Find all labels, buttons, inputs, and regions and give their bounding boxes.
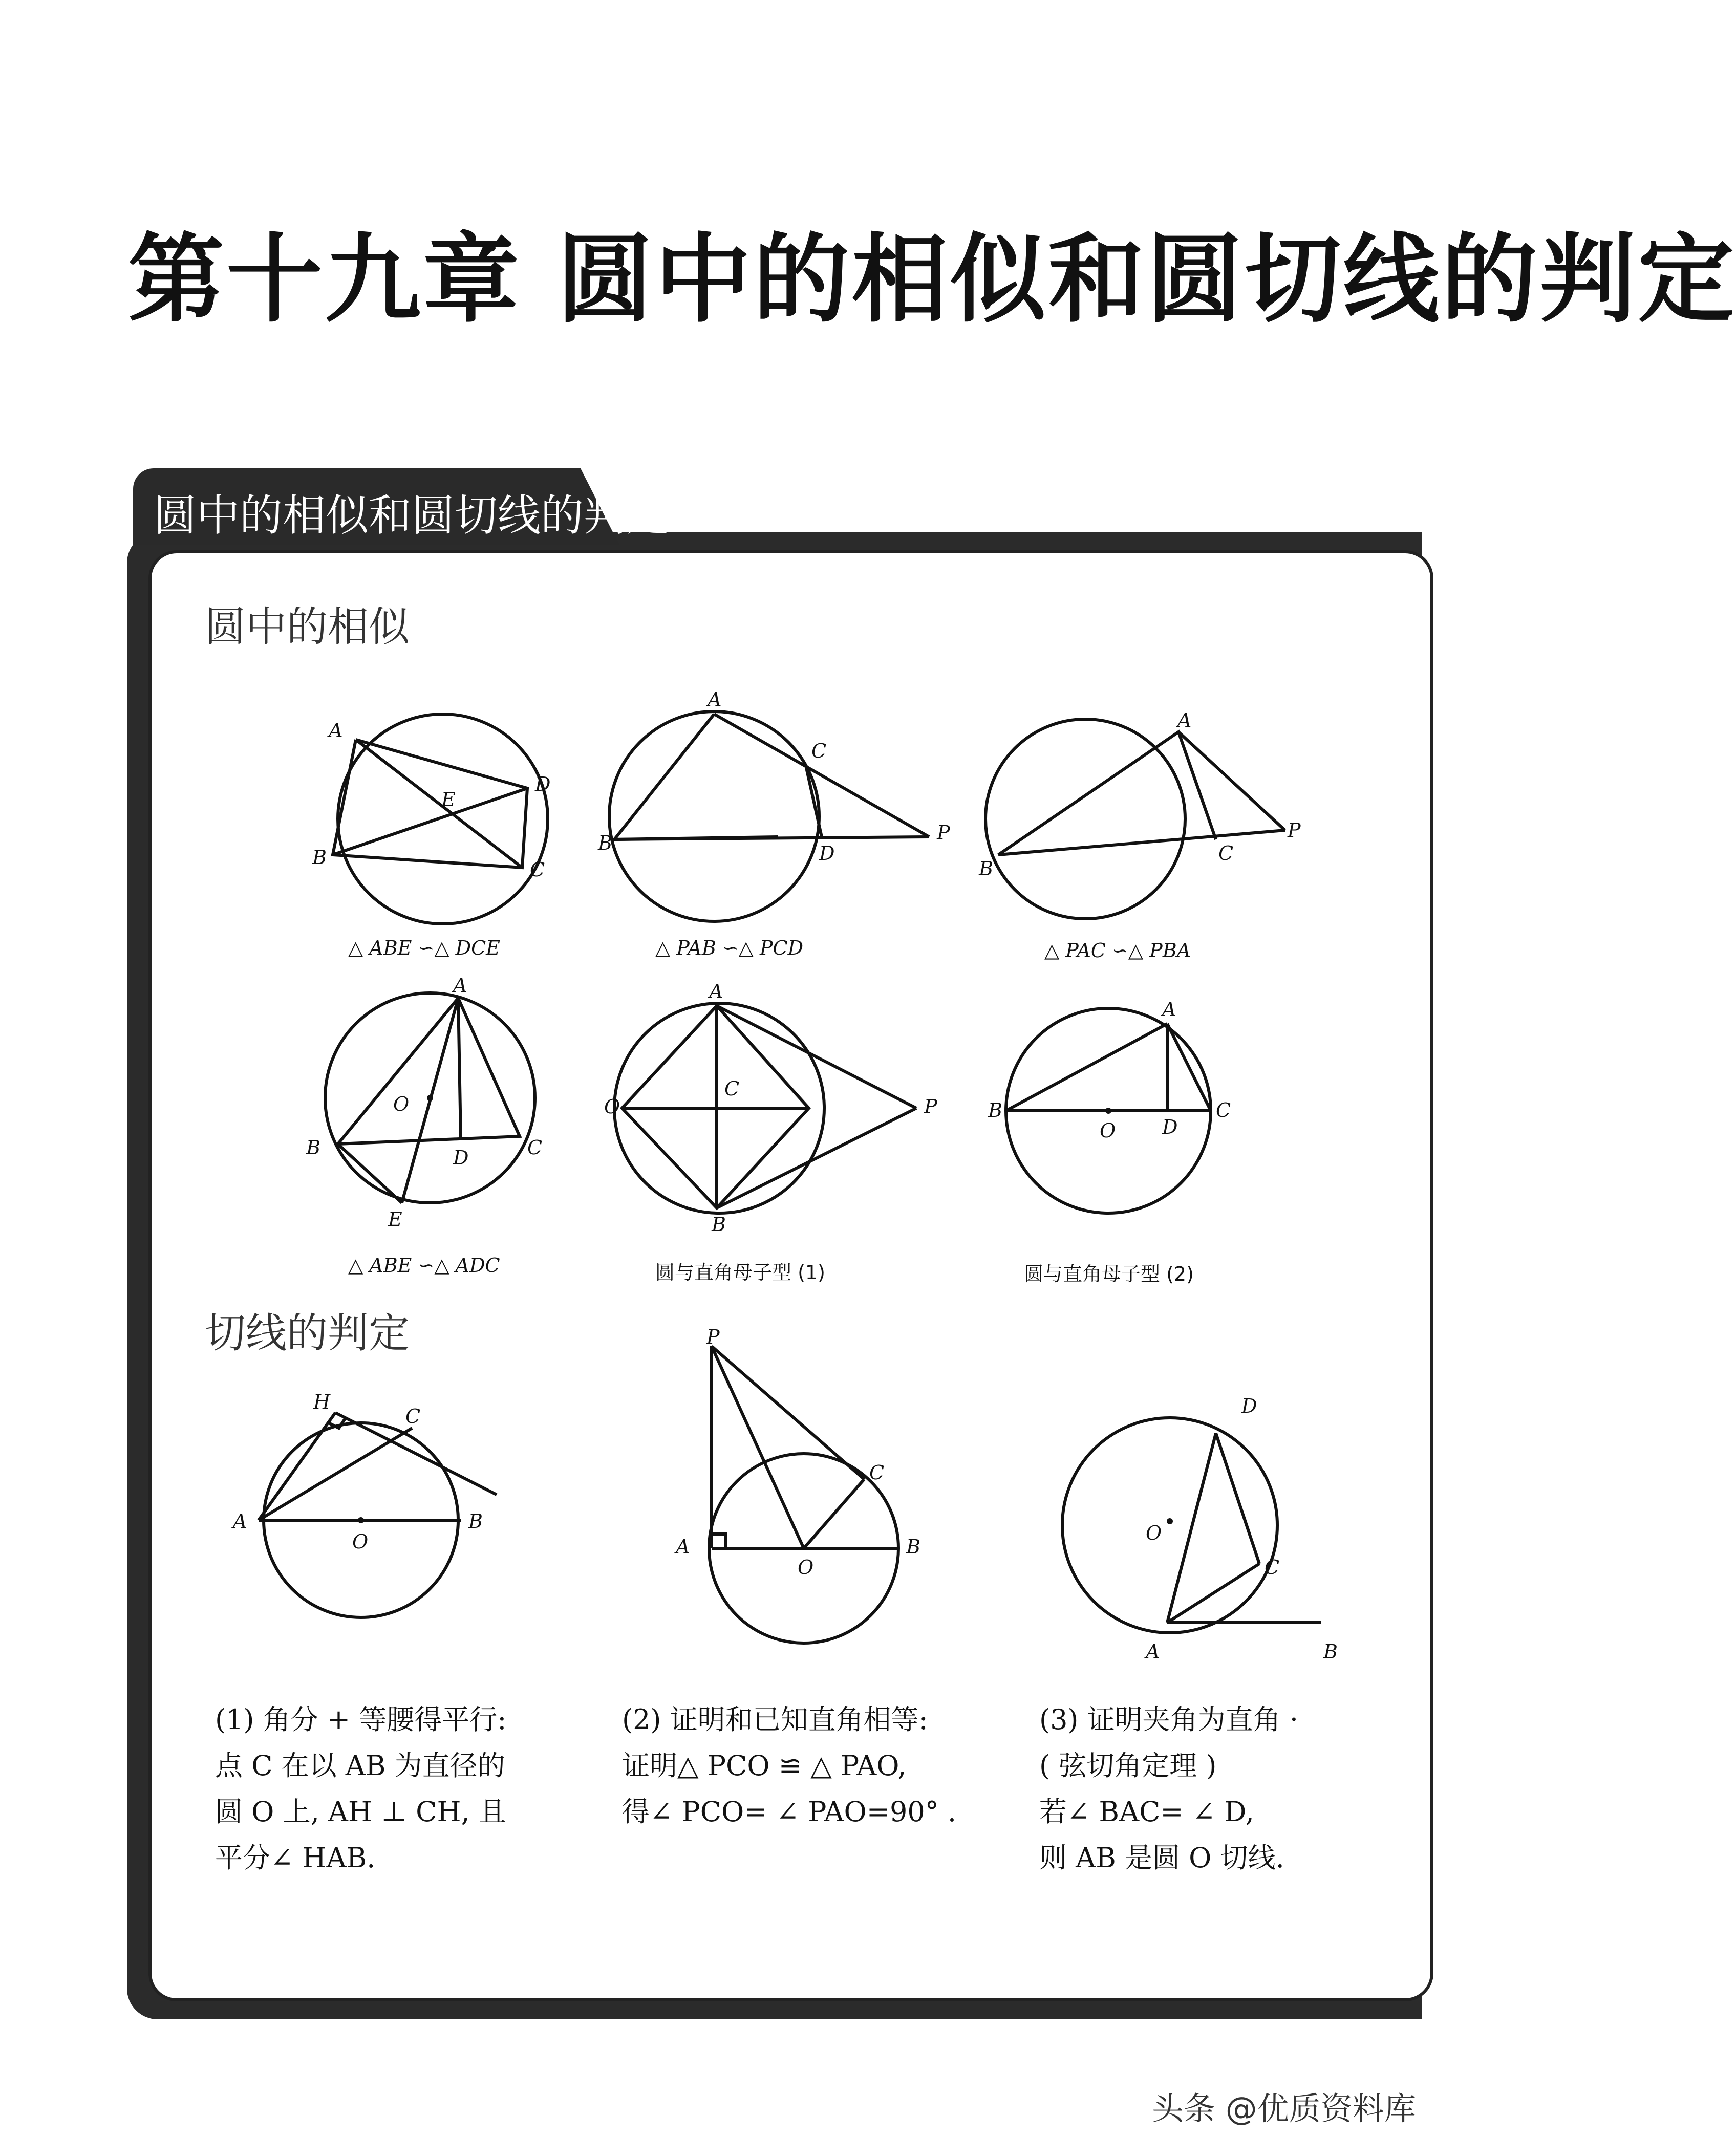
secant-bp	[998, 830, 1285, 855]
description-2-line: (2) 证明和已知直角相等:	[622, 1703, 928, 1736]
figure-circle-right-angle-1	[604, 980, 962, 1239]
label-c: C	[869, 1461, 885, 1484]
figure-abe-dce	[307, 706, 563, 932]
label-c: C	[1216, 1099, 1231, 1121]
chord-ac	[356, 740, 522, 868]
watermark: 头条 @优质资料库	[1152, 2090, 1416, 2127]
right-angle-mark	[712, 1534, 726, 1548]
chord-ac	[1167, 1024, 1211, 1111]
label-o: O	[1100, 1119, 1116, 1142]
label-o: O	[604, 1095, 620, 1118]
description-2	[622, 1697, 956, 1835]
panel-tab-label: 圆中的相似和圆切线的判定	[154, 490, 670, 541]
caption-f1: △ ABE ∽△ DCE	[348, 937, 500, 959]
figure-pab-pcd	[589, 688, 957, 921]
description-2-line: 得∠ PCO= ∠ PAO=90° .	[622, 1796, 957, 1828]
label-p: P	[1288, 819, 1301, 841]
label-d: D	[819, 842, 835, 865]
description-3-line: (3) 证明夹角为直角 ·	[1039, 1703, 1298, 1736]
label-a: A	[1177, 709, 1192, 731]
label-d: D	[535, 773, 551, 795]
description-3-line: ( 弦切角定理 )	[1039, 1750, 1217, 1782]
triangle-abc	[338, 998, 520, 1144]
description-3	[1039, 1697, 1298, 1881]
description-1-line: 平分∠ HAB.	[215, 1842, 376, 1874]
label-p: P	[937, 822, 950, 844]
radius-oc	[804, 1479, 864, 1548]
figure-circle-right-angle-2	[988, 998, 1234, 1239]
circle	[338, 714, 551, 924]
label-p: P	[924, 1095, 937, 1118]
label-a: A	[233, 1510, 247, 1532]
label-a: A	[1146, 1640, 1160, 1663]
label-p: P	[706, 1326, 720, 1348]
triangle-sides	[614, 714, 778, 839]
label-b: B	[598, 832, 612, 854]
secant-ap	[714, 714, 929, 837]
tangent-ap	[717, 1006, 916, 1108]
caption-f2: △ PAB ∽△ PCD	[655, 937, 804, 959]
segment-be	[338, 1144, 402, 1203]
center-dot	[427, 1095, 433, 1101]
label-o: O	[1146, 1522, 1162, 1544]
caption-f6: 圆与直角母子型 (2)	[1024, 1263, 1194, 1285]
label-b: B	[712, 1213, 726, 1236]
figure-tangent-2	[666, 1326, 952, 1648]
label-d: D	[1162, 1116, 1178, 1138]
label-o: O	[798, 1556, 814, 1579]
label-c: C	[1218, 842, 1234, 865]
chord-ad	[1167, 1433, 1216, 1623]
label-c: C	[405, 1405, 421, 1428]
label-a: A	[453, 974, 467, 997]
center-dot	[1167, 1518, 1173, 1524]
label-c: C	[530, 858, 545, 881]
caption-f5: 圆与直角母子型 (1)	[655, 1261, 825, 1284]
label-c: C	[527, 1136, 543, 1159]
caption-f4: △ ABE ∽△ ADC	[348, 1254, 500, 1277]
label-a: A	[329, 719, 343, 742]
label-c: C	[724, 1077, 740, 1100]
description-1-line: 点 C 在以 AB 为直径的	[215, 1750, 505, 1782]
figure-tangent-3	[1044, 1392, 1362, 1679]
label-e: E	[441, 788, 456, 811]
label-a: A	[709, 980, 723, 1003]
label-a: A	[1162, 998, 1176, 1021]
description-2-line: 证明△ PCO ≌ △ PAO,	[622, 1750, 907, 1782]
chord-dc	[1216, 1433, 1259, 1564]
figure-abe-adc	[302, 974, 558, 1234]
description-3-line: 则 AB 是圆 O 切线.	[1039, 1842, 1284, 1874]
label-b: B	[1323, 1640, 1338, 1663]
figure-tangent-1	[225, 1372, 512, 1638]
segment-pc	[712, 1346, 864, 1479]
center-dot	[358, 1517, 364, 1523]
figure-pac-pba	[979, 709, 1316, 926]
label-b: B	[988, 1099, 1002, 1121]
segment-ad	[458, 998, 461, 1139]
center-dot	[1105, 1108, 1111, 1114]
description-1-line: (1) 角分 + 等腰得平行:	[215, 1703, 507, 1736]
segment-ah	[259, 1413, 335, 1520]
segment-ac	[259, 1428, 412, 1520]
description-1-line: 圆 O 上, AH ⊥ CH, 且	[215, 1796, 506, 1828]
segment-po	[712, 1346, 804, 1548]
label-b: B	[979, 857, 993, 880]
chapter-title: 第十九章 圆中的相似和圆切线的判定	[128, 224, 1736, 336]
section-heading-similarity: 圆中的相似	[205, 603, 410, 651]
label-b: B	[306, 1136, 320, 1159]
label-b: B	[468, 1510, 483, 1532]
label-b: B	[312, 846, 327, 869]
label-a: A	[676, 1536, 690, 1558]
caption-f3: △ PAC ∽△ PBA	[1044, 939, 1191, 962]
label-c: C	[811, 740, 827, 762]
label-o: O	[352, 1530, 369, 1553]
description-3-line: 若∠ BAC= ∠ D,	[1039, 1796, 1254, 1828]
label-d: D	[1241, 1395, 1257, 1417]
circle	[609, 711, 819, 921]
description-1	[215, 1697, 506, 1881]
label-b: B	[906, 1536, 920, 1558]
label-c: C	[1265, 1556, 1280, 1579]
label-d: D	[453, 1147, 469, 1169]
label-e: E	[388, 1208, 402, 1231]
label-a: A	[708, 688, 722, 711]
label-o: O	[393, 1093, 410, 1115]
chord-ab	[1006, 1024, 1167, 1111]
section-heading-tangent: 切线的判定	[205, 1309, 410, 1357]
label-h: H	[313, 1391, 331, 1413]
tangent-bp	[717, 1108, 916, 1208]
